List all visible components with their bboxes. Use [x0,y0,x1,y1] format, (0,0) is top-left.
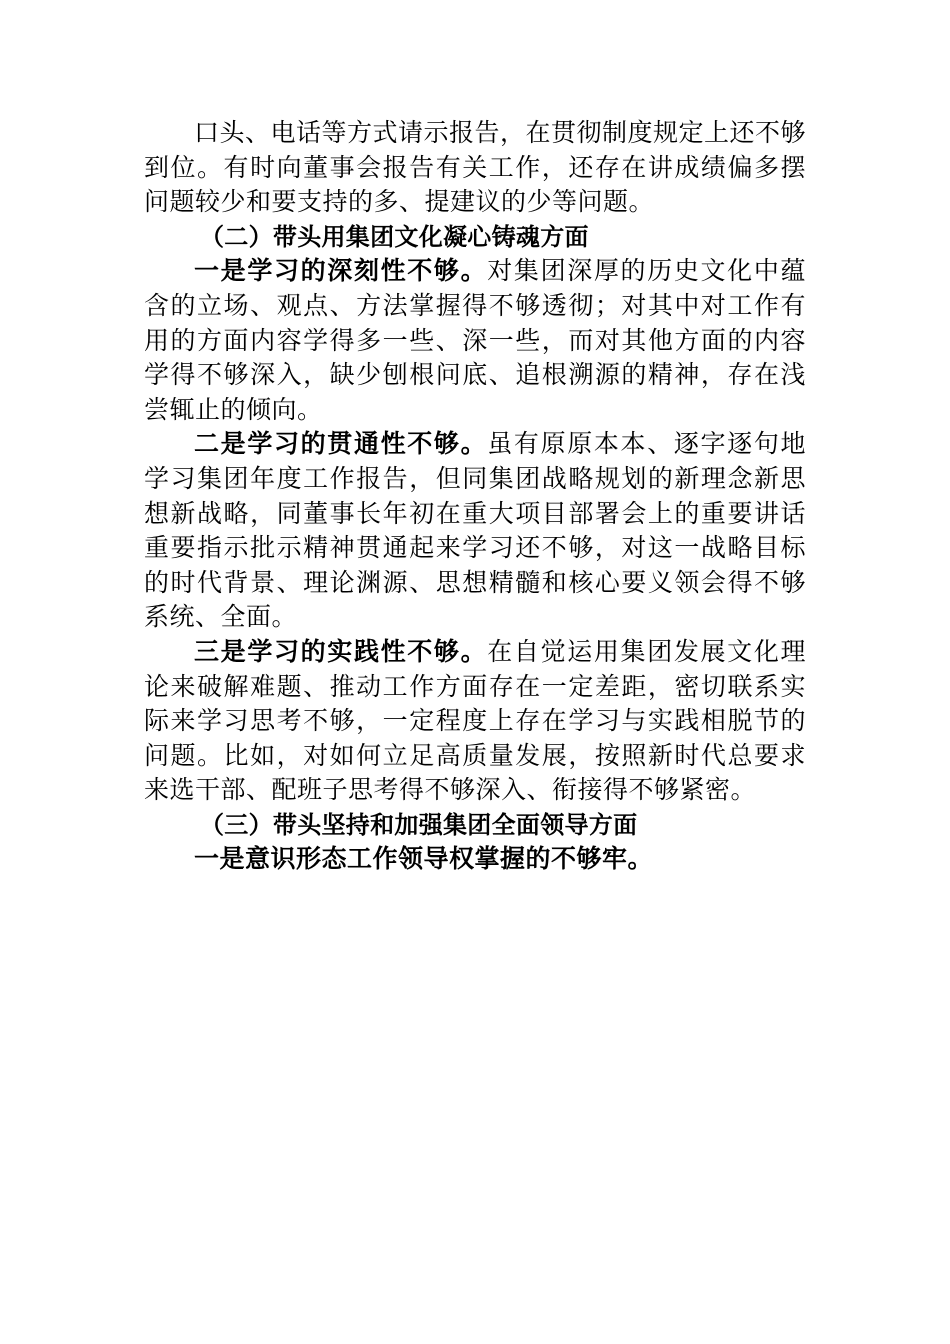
paragraph-lead: 二是学习的贯通性不够。 [194,429,488,459]
document-page [144,116,806,877]
body-paragraph [144,842,806,877]
body-paragraph [144,116,806,220]
paragraph-text: 口头、电话等方式请示报告，在贯彻制度规定上还不够到位。有时向董事会报告有关工作，还存在讲成绩偏多摆问题较少和要支持的多、提建议的少等问题。 [144,118,807,217]
body-paragraph [144,427,806,635]
body-paragraph [144,635,806,808]
paragraph-text: 虽有原原本本、逐字逐句地学习集团年度工作报告，但同集团战略规划的新理念新思想新战略，同董事长年初在重大项目部署会上的重要讲话重要指示批示精神贯通起来学习还不够，对这一战略目标的时代背景、理论渊源、思想精髓和核心要义领会得不够系统、全面。 [144,429,806,632]
section-heading: （二）带头用集团文化凝心铸魂方面 [200,222,589,251]
paragraph-text: 对集团深厚的历史文化中蕴含的立场、观点、方法掌握得不够透彻；对其中对工作有用的方面内容学得多一些、深一些，而对其他方面的内容学得不够深入，缺少刨根问底、追根溯源的精神，存在浅尝辄止的倾向。 [144,256,806,424]
paragraph-text: 在自觉运用集团发展文化理论来破解难题、推动工作方面存在一定差距，密切联系实际来学习思考不够，一定程度上存在学习与实践相脱节的问题。比如，对如何立足高质量发展，按照新时代总要求来选干部、配班子思考得不够深入、衔接得不够紧密。 [144,636,806,805]
paragraph-lead: 一是学习的深刻性不够。 [194,256,488,286]
body-paragraph [144,254,806,427]
paragraph-lead: 一是意识形态工作领导权掌握的不够牢。 [194,844,654,874]
section-heading: （三）带头坚持和加强集团全面领导方面 [200,810,638,839]
paragraph-lead: 三是学习的实践性不够。 [194,636,488,666]
